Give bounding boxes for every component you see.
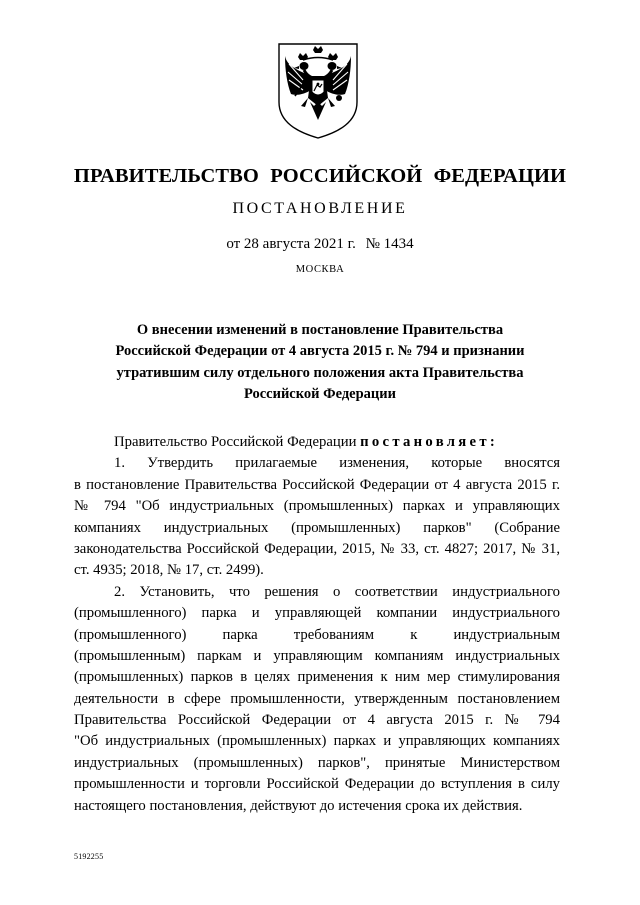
paragraph-1-line: 1. Утвердить прилагаемые изменения, которые вносятся — [114, 455, 560, 472]
decree-number: № 1434 — [365, 236, 414, 252]
paragraph-2-line: (промышленным) паркам и управляющим компаниям индустриальных — [74, 647, 560, 664]
heading-line: Российской Федерации — [243, 385, 396, 402]
decree-verb: постановляет: — [360, 434, 499, 450]
city: МОСКВА — [295, 264, 345, 275]
paragraph-2-line: Правительства Российской Федерации от 4 августа 2015 г. № 794 — [74, 712, 560, 729]
paragraph-2-line: настоящего постановления, действуют до истечения срока их действия. — [74, 797, 523, 814]
decree-date: от 28 августа 2021 г. — [226, 236, 356, 252]
government-name: ПРАВИТЕЛЬСТВО РОССИЙСКОЙ ФЕДЕРАЦИИ — [73, 165, 567, 187]
decree-body — [74, 432, 560, 817]
decree-heading — [80, 320, 560, 405]
paragraph-2-line: 2. Установить, что решения о соответствии индустриального — [114, 583, 560, 600]
heading-line: Российской Федерации от 4 августа 2015 г. № 794 и признании — [115, 343, 525, 360]
paragraph-2-line: индустриальных (промышленных) парков", принятые Министерством — [74, 754, 560, 771]
paragraph-2-line: "Об индустриальных (промышленных) парках и управляющих компаниях — [74, 733, 560, 750]
paragraph-1-line: законодательства Российской Федерации, 2015, № 33, ст. 4827; 2017, № 31, — [74, 540, 560, 557]
paragraph-1-line: в постановление Правительства Российской Федерации от 4 августа 2015 г. — [74, 476, 560, 493]
document-code: 5192255 — [74, 852, 104, 861]
paragraph-1-line: № 794 "Об индустриальных (промышленных) парках и управляющих — [74, 498, 560, 515]
paragraph-2-line: (промышленного) парка требованиям к индустриальным — [74, 626, 560, 643]
date-number-line — [0, 236, 640, 253]
paragraph-2-line: промышленности и торговли Российской Федерации до вступления в силу — [74, 776, 560, 793]
intro-line — [74, 432, 560, 453]
paragraph-1-line: компаниях индустриальных (промышленных) парков" (Собрание — [74, 519, 560, 536]
heading-line: утратившим силу отдельного положения акта Правительства — [116, 364, 524, 381]
intro-text: Правительство Российской Федерации — [114, 434, 357, 450]
heading-line: О внесении изменений в постановление Правительства — [136, 322, 504, 338]
coat-of-arms-emblem — [273, 40, 363, 140]
paragraph-2-line: (промышленных) парков в целях применения к ним мер стимулирования — [74, 669, 560, 686]
paragraph-2-line: (промышленного) парка и управляющей компании индустриального — [74, 605, 560, 622]
document-type: ПОСТАНОВЛЕНИЕ — [232, 200, 408, 217]
paragraph-2-line: деятельности в сфере промышленности, утвержденным постановлением — [74, 690, 560, 707]
paragraph-1-line: ст. 4935; 2018, № 17, ст. 2499). — [74, 562, 264, 579]
